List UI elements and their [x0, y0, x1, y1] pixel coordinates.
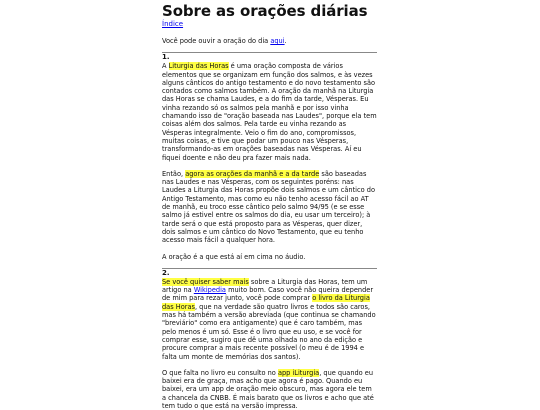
- section-1-paragraph-2: [162, 170, 377, 245]
- intro-text: Você pode ouvir a oração do dia: [162, 37, 271, 45]
- text-span: são baseadas nas Laudes e nas Vésperas, com os seguintes poréns: nas Laudes a Liturgia das Horas propõe dois salmos e um cântico do Antigo Testamento, mas como eu não tenho acesso fácil ao AT de manhã, eu troco esse cântico pelo salmo 94/95 (e se esse salmo já estivel entre os salmos do dia, eu usar um terceiro); à tarde será o que está proposto para as Vésperas, quer dizer, dois salmos e um cântico do Novo Testamento, que eu tenho acesso mais fácil a qualquer hora.: [162, 169, 375, 245]
- section-1-paragraph-1: [162, 62, 377, 162]
- text-span: Então,: [162, 169, 186, 178]
- intro-end: .: [284, 37, 287, 45]
- section-2-paragraph-2: [162, 369, 377, 410]
- section-number-2: 2.: [162, 268, 170, 277]
- highlight-app: app iLiturgia: [277, 368, 320, 377]
- text-span: , que na verdade são quatro livros e todos são caros, mas há também a versão abreviada (que continua se chamando "breviário" como era antigamente) que é caro também, mas pelo menos é um só. Esse é o livro que eu uso, e se você for comprar esse, sugiro que dê uma olhada no ano da edição e procure comprar a mais recente possível (o meu é de 1994 e falta um monte de memórias dos santos).: [162, 302, 376, 361]
- document-page: [162, 0, 377, 410]
- text-span: sobre a Liturgia das Horas, tem um artigo na: [162, 277, 368, 295]
- page-title: Sobre as orações diárias: [162, 2, 368, 20]
- intro-paragraph: [162, 37, 377, 45]
- wikipedia-link[interactable]: Wikipedia: [193, 286, 226, 295]
- index-link[interactable]: Índice: [162, 20, 184, 28]
- highlight-saber-mais: Se você quiser saber mais: [162, 277, 249, 286]
- highlight-liturgia: Liturgia das Horas: [168, 62, 229, 71]
- listen-here-link[interactable]: aqui: [270, 37, 285, 45]
- section-number-1: 1.: [162, 53, 170, 62]
- text-span: , que quando eu baixei era de graça, mas acho que agora é pago. Quando eu baixei, era um app de oração meio obscuro, mas agora ele tem a chancela da CNBB. É mais barato que os livros e acho que até tem tudo o que está na versão impressa.: [162, 368, 374, 410]
- highlight-oracoes: agora as orações da manhã e a da tarde: [185, 169, 320, 178]
- highlight-livro: o livro da Liturgia das Horas: [162, 294, 370, 311]
- text-span: A: [162, 62, 169, 71]
- text-span: é uma oração composta de vários elementos que se organizam em função dos salmos, e às vezes alguns cânticos do antigo testamento e do novo testamento são contados como salmos também. A oração da manhã na Liturgia das Horas se chama Laudes, e a do fim da tarde, Vésperas. Eu vinha rezando só os salmos pela manhã e por isso vinha chamando isso de "oração baseada nas Laudes", porque ela tem coisas além dos salmos. Pela tarde eu vinha rezando as Vésperas integralmente. Veio o fim do ano, compromissos, muitas coisas, e tive que podar um pouco nas Vésperas, transformando-as em orações baseadas nas Vésperas. Aí eu fiquei doente e não deu pra fazer mais nada.: [162, 62, 377, 162]
- section-2-paragraph-1: [162, 278, 377, 361]
- section-1-paragraph-3: A oração é a que está aí em cima no áudio.: [162, 252, 306, 261]
- text-span: O que falta no livro eu consulto no: [162, 368, 278, 377]
- text-span: muito bom. Caso você não queira depender de mim para rezar junto, você pode comprar: [162, 286, 374, 303]
